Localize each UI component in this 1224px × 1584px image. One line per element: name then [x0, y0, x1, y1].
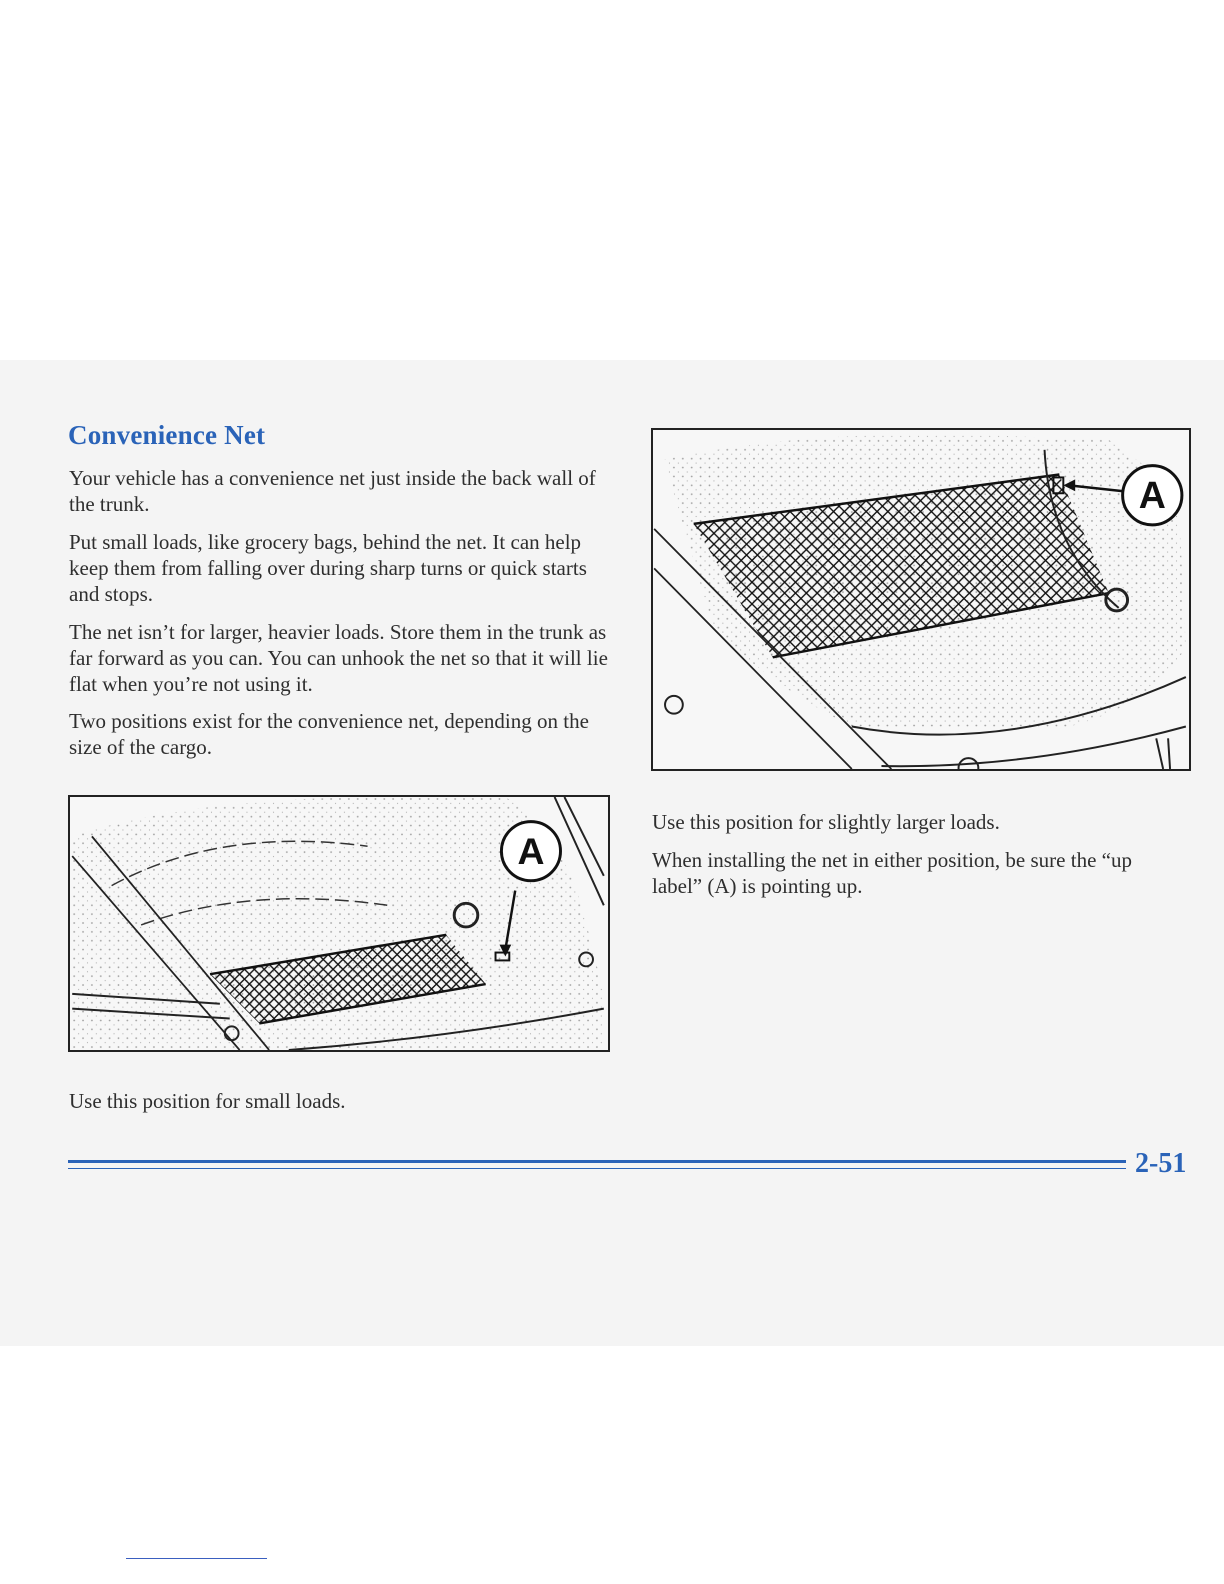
paragraph-heavy-loads: The net isn’t for larger, heavier loads. Store them in the trunk as far forward as you can. You can unhook the net so that it will lie flat when you’re not using it.	[69, 620, 608, 696]
bottom-link-underline	[126, 1558, 267, 1559]
callout-label-a: A	[1138, 474, 1166, 517]
callout-label-a: A	[517, 829, 545, 872]
section-heading: Convenience Net	[68, 420, 266, 450]
trunk-illustration-larger	[653, 430, 1189, 769]
page-number: 2-51	[1135, 1148, 1187, 1179]
note-up-label: When installing the net in either position, be sure the “up label” (A) is pointing up.	[652, 848, 1132, 898]
figure-larger-loads	[651, 428, 1191, 771]
trunk-illustration-small	[70, 797, 608, 1050]
paragraph-positions: Two positions exist for the convenience net, depending on the size of the cargo.	[69, 709, 589, 759]
figure-small-loads	[68, 795, 610, 1052]
footer-rule-thin	[68, 1168, 1126, 1169]
paragraph-small-loads: Put small loads, like grocery bags, behind the net. It can help keep them from falling over during sharp turns or quick starts and stops.	[69, 530, 587, 606]
caption-small-loads: Use this position for small loads.	[69, 1089, 346, 1113]
paragraph-intro: Your vehicle has a convenience net just inside the back wall of the trunk.	[69, 466, 596, 516]
footer-rule-thick	[68, 1160, 1126, 1163]
caption-larger-loads: Use this position for slightly larger loads.	[652, 810, 1000, 834]
